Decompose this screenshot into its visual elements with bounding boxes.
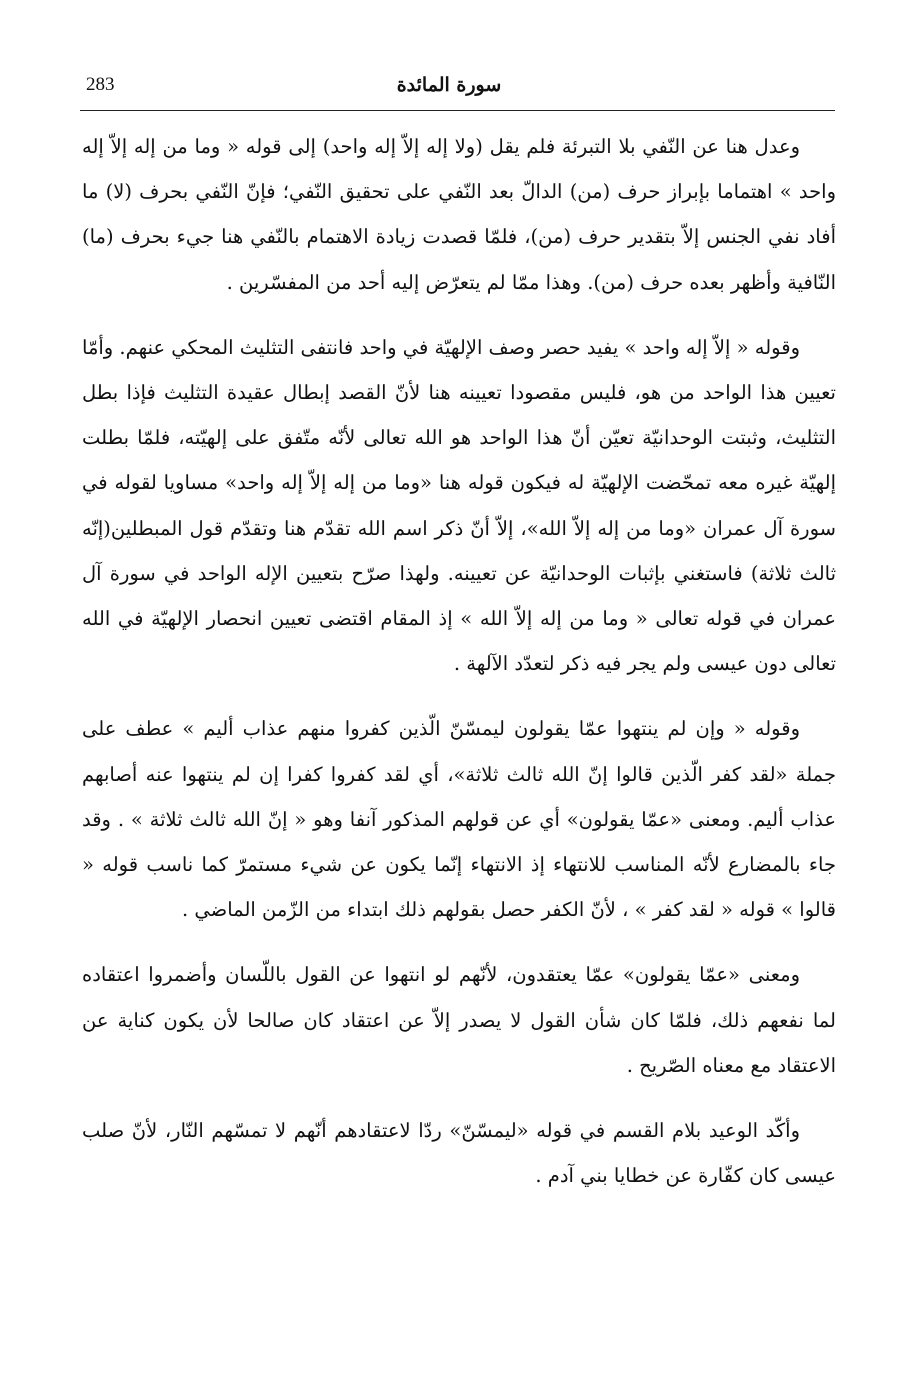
page-number: 283	[86, 74, 115, 95]
running-head-title: سورة المائدة	[396, 74, 502, 96]
page-body	[82, 124, 836, 1198]
paragraph-2: وقوله « إلاّ إله واحد » يفيد حصر وصف الإلهيّة في واحد فانتفى التثليث المحكي عنهم. وأمّا تعيين هذا الواحد من هو، فليس مقصودا تعيينه هنا لأنّ القصد إبطال عقيدة التثليث فإذا بطل التثليث، وثبتت الوحدانيّة تعيّن أنّ هذا الواحد هو الله تعالى لأنّه متّفق على إلهيّته، فلمّا بطلت إلهيّة غيره معه تمحّضت الإلهيّة له فيكون قوله هنا «وما من إله إلاّ إله واحد» مساويا لقوله في سورة آل عمران «وما من إله إلاّ الله»، إلاّ أنّ ذكر اسم الله تقدّم هنا وتقدّم قول المبطلين(إنّه ثالث ثلاثة) فاستغني بإثبات الوحدانيّة عن تعيينه. ولهذا صرّح بتعيين الإله الواحد في سورة آل عمران في قوله تعالى « وما من إله إلاّ الله » إذ المقام اقتضى تعيين انحصار الإلهيّة في الله تعالى دون عيسى ولم يجر فيه ذكر لتعدّد الآلهة .	[82, 335, 836, 676]
header-rule	[80, 110, 835, 111]
paragraph-4: ومعنى «عمّا يقولون» عمّا يعتقدون، لأنّهم لو انتهوا عن القول باللّسان وأضمروا اعتقاده لما نفعهم ذلك، فلمّا كان شأن القول لا يصدر إلاّ عن اعتقاد كان صالحا لأن يكون كناية عن الاعتقاد مع معناه الصّريح .	[82, 963, 836, 1077]
paragraph-3: وقوله « وإن لم ينتهوا عمّا يقولون ليمسّنّ الّذين كفروا منهم عذاب أليم » عطف على جملة «لقد كفر الّذين قالوا إنّ الله ثالث ثلاثة»، أي لقد كفروا كفرا إن لم ينتهوا عنه أصابهم عذاب أليم. ومعنى «عمّا يقولون» أي عن قولهم المذكور آنفا وهو « إنّ الله ثالث ثلاثة » . وقد جاء بالمضارع لأنّه المناسب للانتهاء إذ الانتهاء إنّما يكون عن شيء مستمرّ كما ناسب قوله « قالوا » قوله « لقد كفر » ، لأنّ الكفر حصل بقولهم ذلك ابتداء من الزّمن الماضي .	[82, 717, 836, 922]
paragraph-1: وعدل هنا عن النّفي بلا التبرئة فلم يقل (ولا إله إلاّ إله واحد) إلى قوله « وما من إله إلاّ إله واحد » اهتماما بإبراز حرف (من) الدالّ بعد النّفي على تحقيق النّفي؛ فإنّ النّفي بحرف (لا) ما أفاد نفي الجنس إلاّ بتقدير حرف (من)، فلمّا قصدت زيادة الاهتمام بالنّفي هنا جيء بحرف (ما) النّافية وأظهر بعده حرف (من). وهذا ممّا لم يتعرّض إليه أحد من المفسّرين .	[82, 135, 836, 294]
paragraph-5: وأكّد الوعيد بلام القسم في قوله «ليمسّنّ» ردّا لاعتقادهم أنّهم لا تمسّهم النّار، لأنّ صلب عيسى كان كفّارة عن خطايا بني آدم .	[82, 1119, 836, 1188]
